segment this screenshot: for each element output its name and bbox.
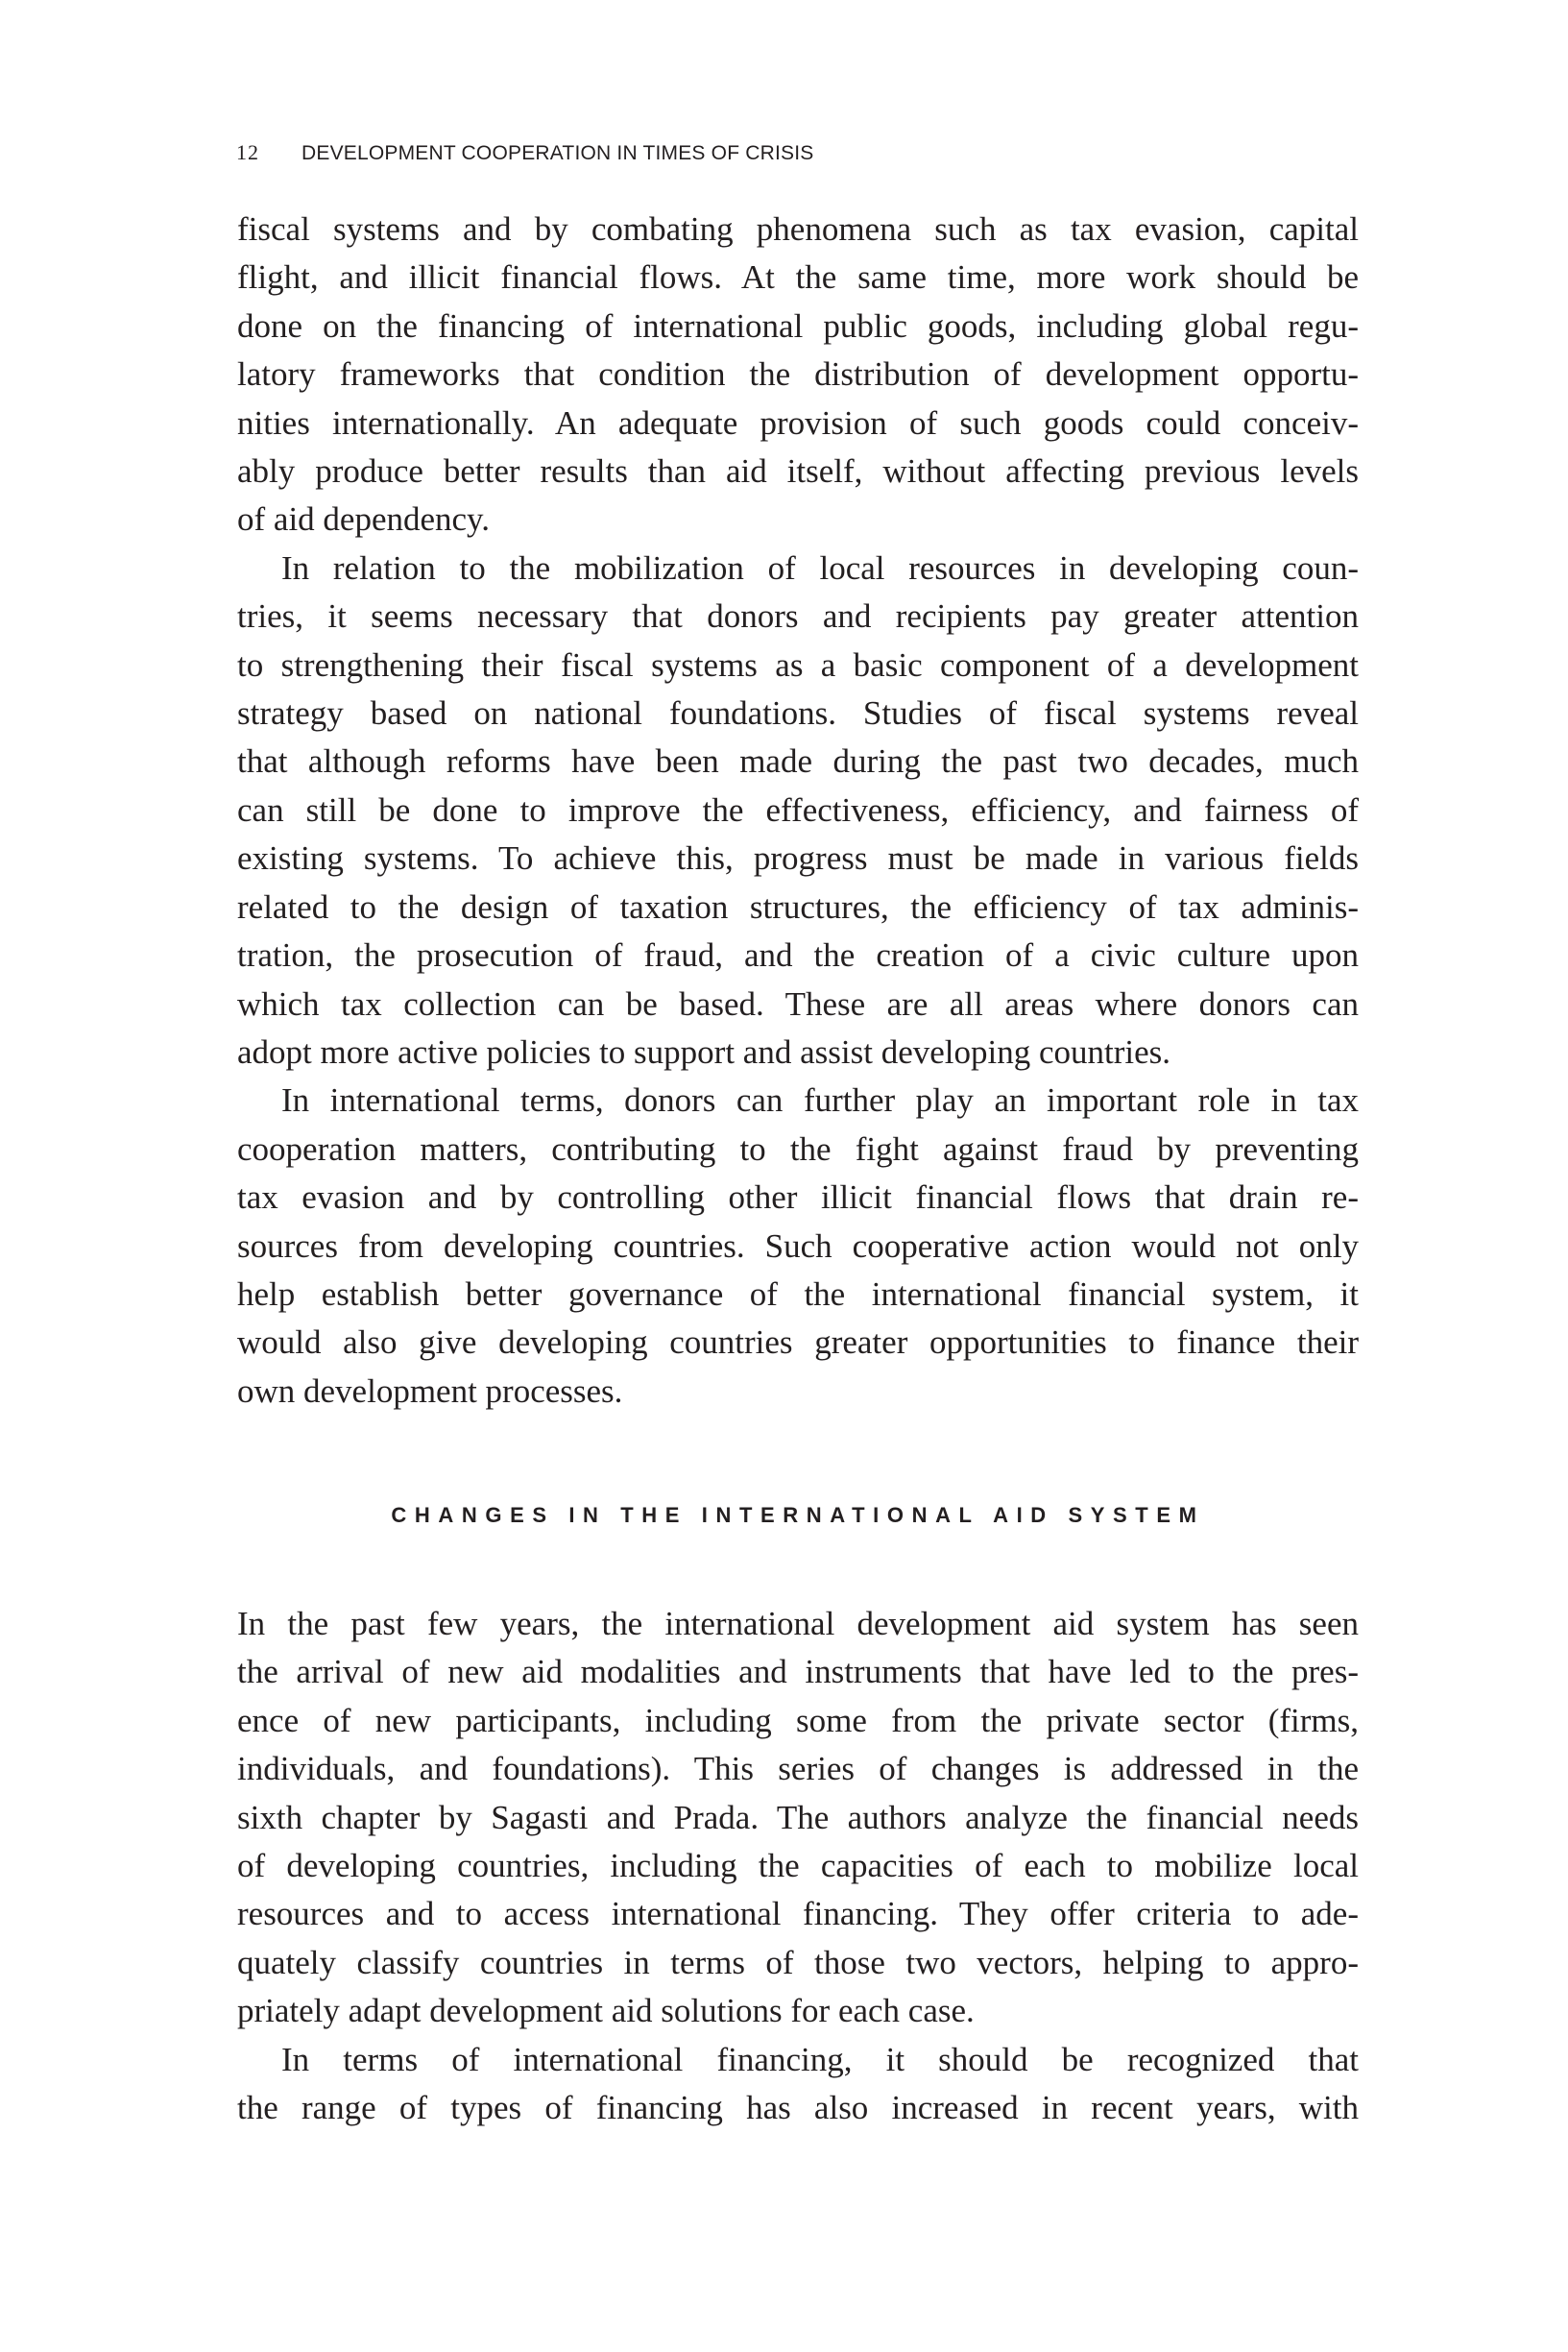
text-line: nities internationally. An adequate provision of such goods could conceiv- — [237, 403, 1359, 442]
text-line: can still be done to improve the effectiveness, efficiency, and fairness of — [237, 790, 1359, 829]
text-line: cooperation matters, contributing to the fight against fraud by preventing — [237, 1129, 1359, 1168]
text-line: tries, it seems necessary that donors and recipients pay greater attention — [237, 597, 1359, 636]
text-line: fiscal systems and by combating phenomena such as tax evasion, capital — [237, 210, 1359, 248]
text-line: adopt more active policies to support and assist developing countries. — [237, 1032, 1171, 1071]
paragraph — [237, 545, 1359, 1077]
text-line: In relation to the mobilization of local resources in developing coun- — [281, 548, 1359, 587]
paragraph — [237, 1077, 1359, 1416]
text-line: latory frameworks that condition the distribution of development opportu- — [237, 355, 1359, 394]
text-line: sources from developing countries. Such cooperative action would not only — [237, 1226, 1359, 1265]
text-line: of developing countries, including the capacities of each to mobilize local — [237, 1847, 1359, 1885]
text-line: own development processes. — [237, 1371, 623, 1410]
text-line: ably produce better results than aid itself, without affecting previous levels — [237, 452, 1359, 491]
text-line: the range of types of financing has also increased in recent years, with — [237, 2089, 1359, 2127]
text-line: the arrival of new aid modalities and instruments that have led to the pres- — [237, 1653, 1359, 1691]
text-line: priately adapt development aid solutions for each case. — [237, 1992, 975, 2030]
text-line: existing systems. To achieve this, progress must be made in various fields — [237, 839, 1359, 878]
text-line: resources and to access international financing. They offer criteria to ade- — [237, 1895, 1359, 1933]
text-line: quately classify countries in terms of those two vectors, helping to appro- — [237, 1943, 1359, 1981]
section-body-text — [237, 1600, 1359, 2132]
page-number: 12 — [236, 140, 259, 164]
text-line: that although reforms have been made during the past two decades, much — [237, 742, 1359, 781]
text-line: In international terms, donors can further play an important role in tax — [281, 1081, 1359, 1120]
text-line: would also give developing countries greater opportunities to finance their — [237, 1323, 1359, 1362]
text-line: related to the design of taxation structures, the efficiency of tax adminis- — [237, 887, 1359, 926]
paragraph — [237, 2036, 1359, 2133]
text-line: In the past few years, the international development aid system has seen — [237, 1605, 1359, 1642]
text-line: strategy based on national foundations. Studies of fiscal systems reveal — [237, 694, 1359, 733]
paragraph — [237, 1600, 1359, 2036]
book-title: DEVELOPMENT COOPERATION IN TIMES OF CRISIS — [302, 142, 814, 164]
text-line: which tax collection can be based. These are all areas where donors can — [237, 984, 1359, 1023]
section-heading: CHANGES IN THE INTERNATIONAL AID SYSTEM — [391, 1503, 1205, 1527]
text-line: flight, and illicit financial flows. At the same time, more work should be — [237, 258, 1359, 297]
text-line: sixth chapter by Sagasti and Prada. The authors analyze the financial needs — [237, 1798, 1359, 1836]
text-line: to strengthening their fiscal systems as a basic component of a development — [237, 645, 1359, 684]
text-line: individuals, and foundations). This series of changes is addressed in the — [237, 1750, 1359, 1788]
text-line: tax evasion and by controlling other illicit financial flows that drain re- — [237, 1178, 1359, 1217]
text-line: ence of new participants, including some from the private sector (firms, — [237, 1701, 1359, 1739]
text-line: done on the financing of international public goods, including global regu- — [237, 306, 1359, 345]
text-line: tration, the prosecution of fraud, and the creation of a civic culture upon — [237, 936, 1359, 975]
text-line: In terms of international financing, it should be recognized that — [281, 2040, 1359, 2078]
text-line: of aid dependency. — [237, 500, 491, 539]
paragraph — [237, 206, 1359, 545]
running-head — [236, 140, 813, 169]
text-line: help establish better governance of the international financial system, it — [237, 1274, 1359, 1313]
body-text — [237, 206, 1359, 1416]
